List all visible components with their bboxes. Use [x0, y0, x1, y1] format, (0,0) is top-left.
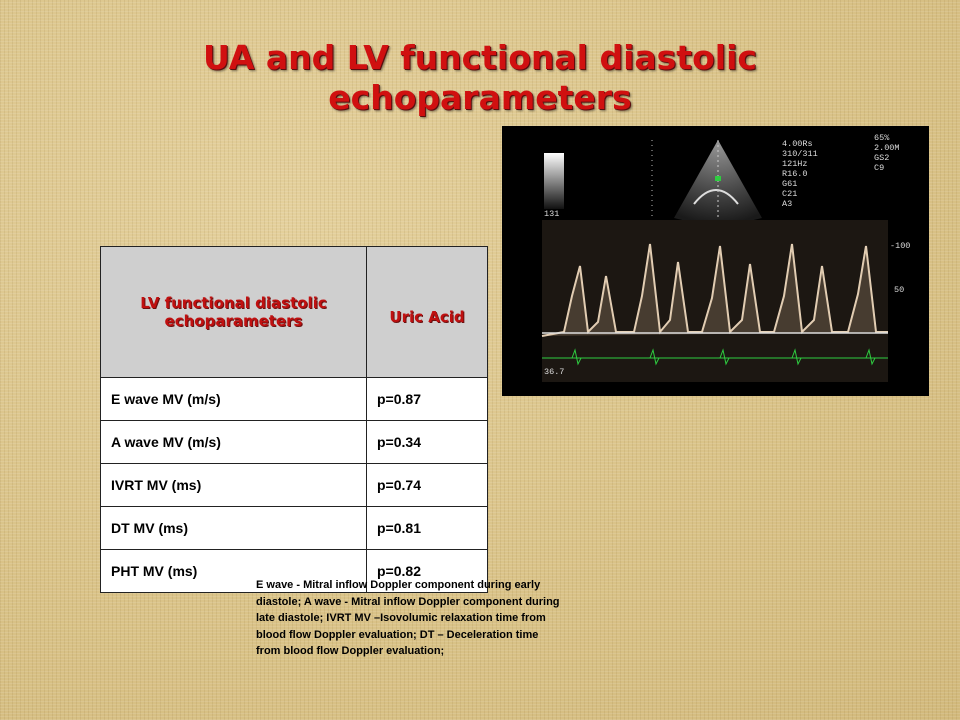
readout-line: 2.00M [874, 143, 900, 153]
readout-line: 4.00Rs [782, 139, 813, 149]
value-cell: p=0.82 [367, 550, 488, 593]
header-uric-acid: Uric Acid [367, 247, 488, 378]
footnote-line: blood flow Doppler evaluation; DT – Deceleration time [256, 628, 539, 641]
echoparameters-table [100, 246, 488, 593]
param-cell: IVRT MV (ms) [101, 464, 367, 507]
footnote-abbreviations [256, 577, 628, 660]
readout-line: C9 [874, 163, 885, 173]
value-cell: p=0.34 [367, 421, 488, 464]
doppler-echo-image [502, 126, 929, 396]
readout-line: GS2 [874, 153, 890, 163]
table-row [101, 507, 488, 550]
header-col1-line-2: echoparameters [164, 312, 303, 330]
table-row [101, 464, 488, 507]
scale-label-50: 50 [894, 285, 905, 295]
param-cell: DT MV (ms) [101, 507, 367, 550]
readout-line: G61 [782, 179, 798, 189]
table-row [101, 378, 488, 421]
readout-line: C21 [782, 189, 798, 199]
grayscale-bar [544, 153, 564, 209]
readout-line: 121Hz [782, 159, 808, 169]
scale-label-100: -100 [890, 241, 911, 251]
footnote-line: diastole; A wave - Mitral inflow Doppler component during [256, 595, 560, 608]
depth-label: 131 [544, 209, 560, 219]
param-cell: E wave MV (m/s) [101, 378, 367, 421]
readout-line: A3 [782, 199, 793, 209]
footnote-line: from blood flow Doppler evaluation; [256, 645, 445, 657]
readout-line: R16.0 [782, 169, 808, 179]
header-col1-line-1: LV functional diastolic [140, 294, 327, 312]
footnote-line: E wave - Mitral inflow Doppler component during early [256, 579, 541, 591]
heart-rate-label: 36.7 [544, 367, 565, 377]
readout-line: 65% [874, 133, 890, 143]
value-cell: p=0.74 [367, 464, 488, 507]
param-cell: PHT MV (ms) [101, 550, 367, 593]
header-lv-parameters [101, 247, 367, 378]
doppler-echo-svg [502, 126, 929, 396]
sample-volume-marker [715, 176, 721, 181]
table-row [101, 421, 488, 464]
slide-title-line-2: echoparameters [328, 78, 632, 117]
slide-title-line-1: UA and LV functional diastolic [203, 38, 757, 77]
table-header-row [101, 247, 488, 378]
footnote-line: late diastole; IVRT MV –Isovolumic relaxation time from [256, 612, 546, 624]
readout-line: 310/311 [782, 149, 818, 159]
param-cell: A wave MV (m/s) [101, 421, 367, 464]
value-cell: p=0.81 [367, 507, 488, 550]
slide-title [120, 38, 840, 118]
value-cell: p=0.87 [367, 378, 488, 421]
